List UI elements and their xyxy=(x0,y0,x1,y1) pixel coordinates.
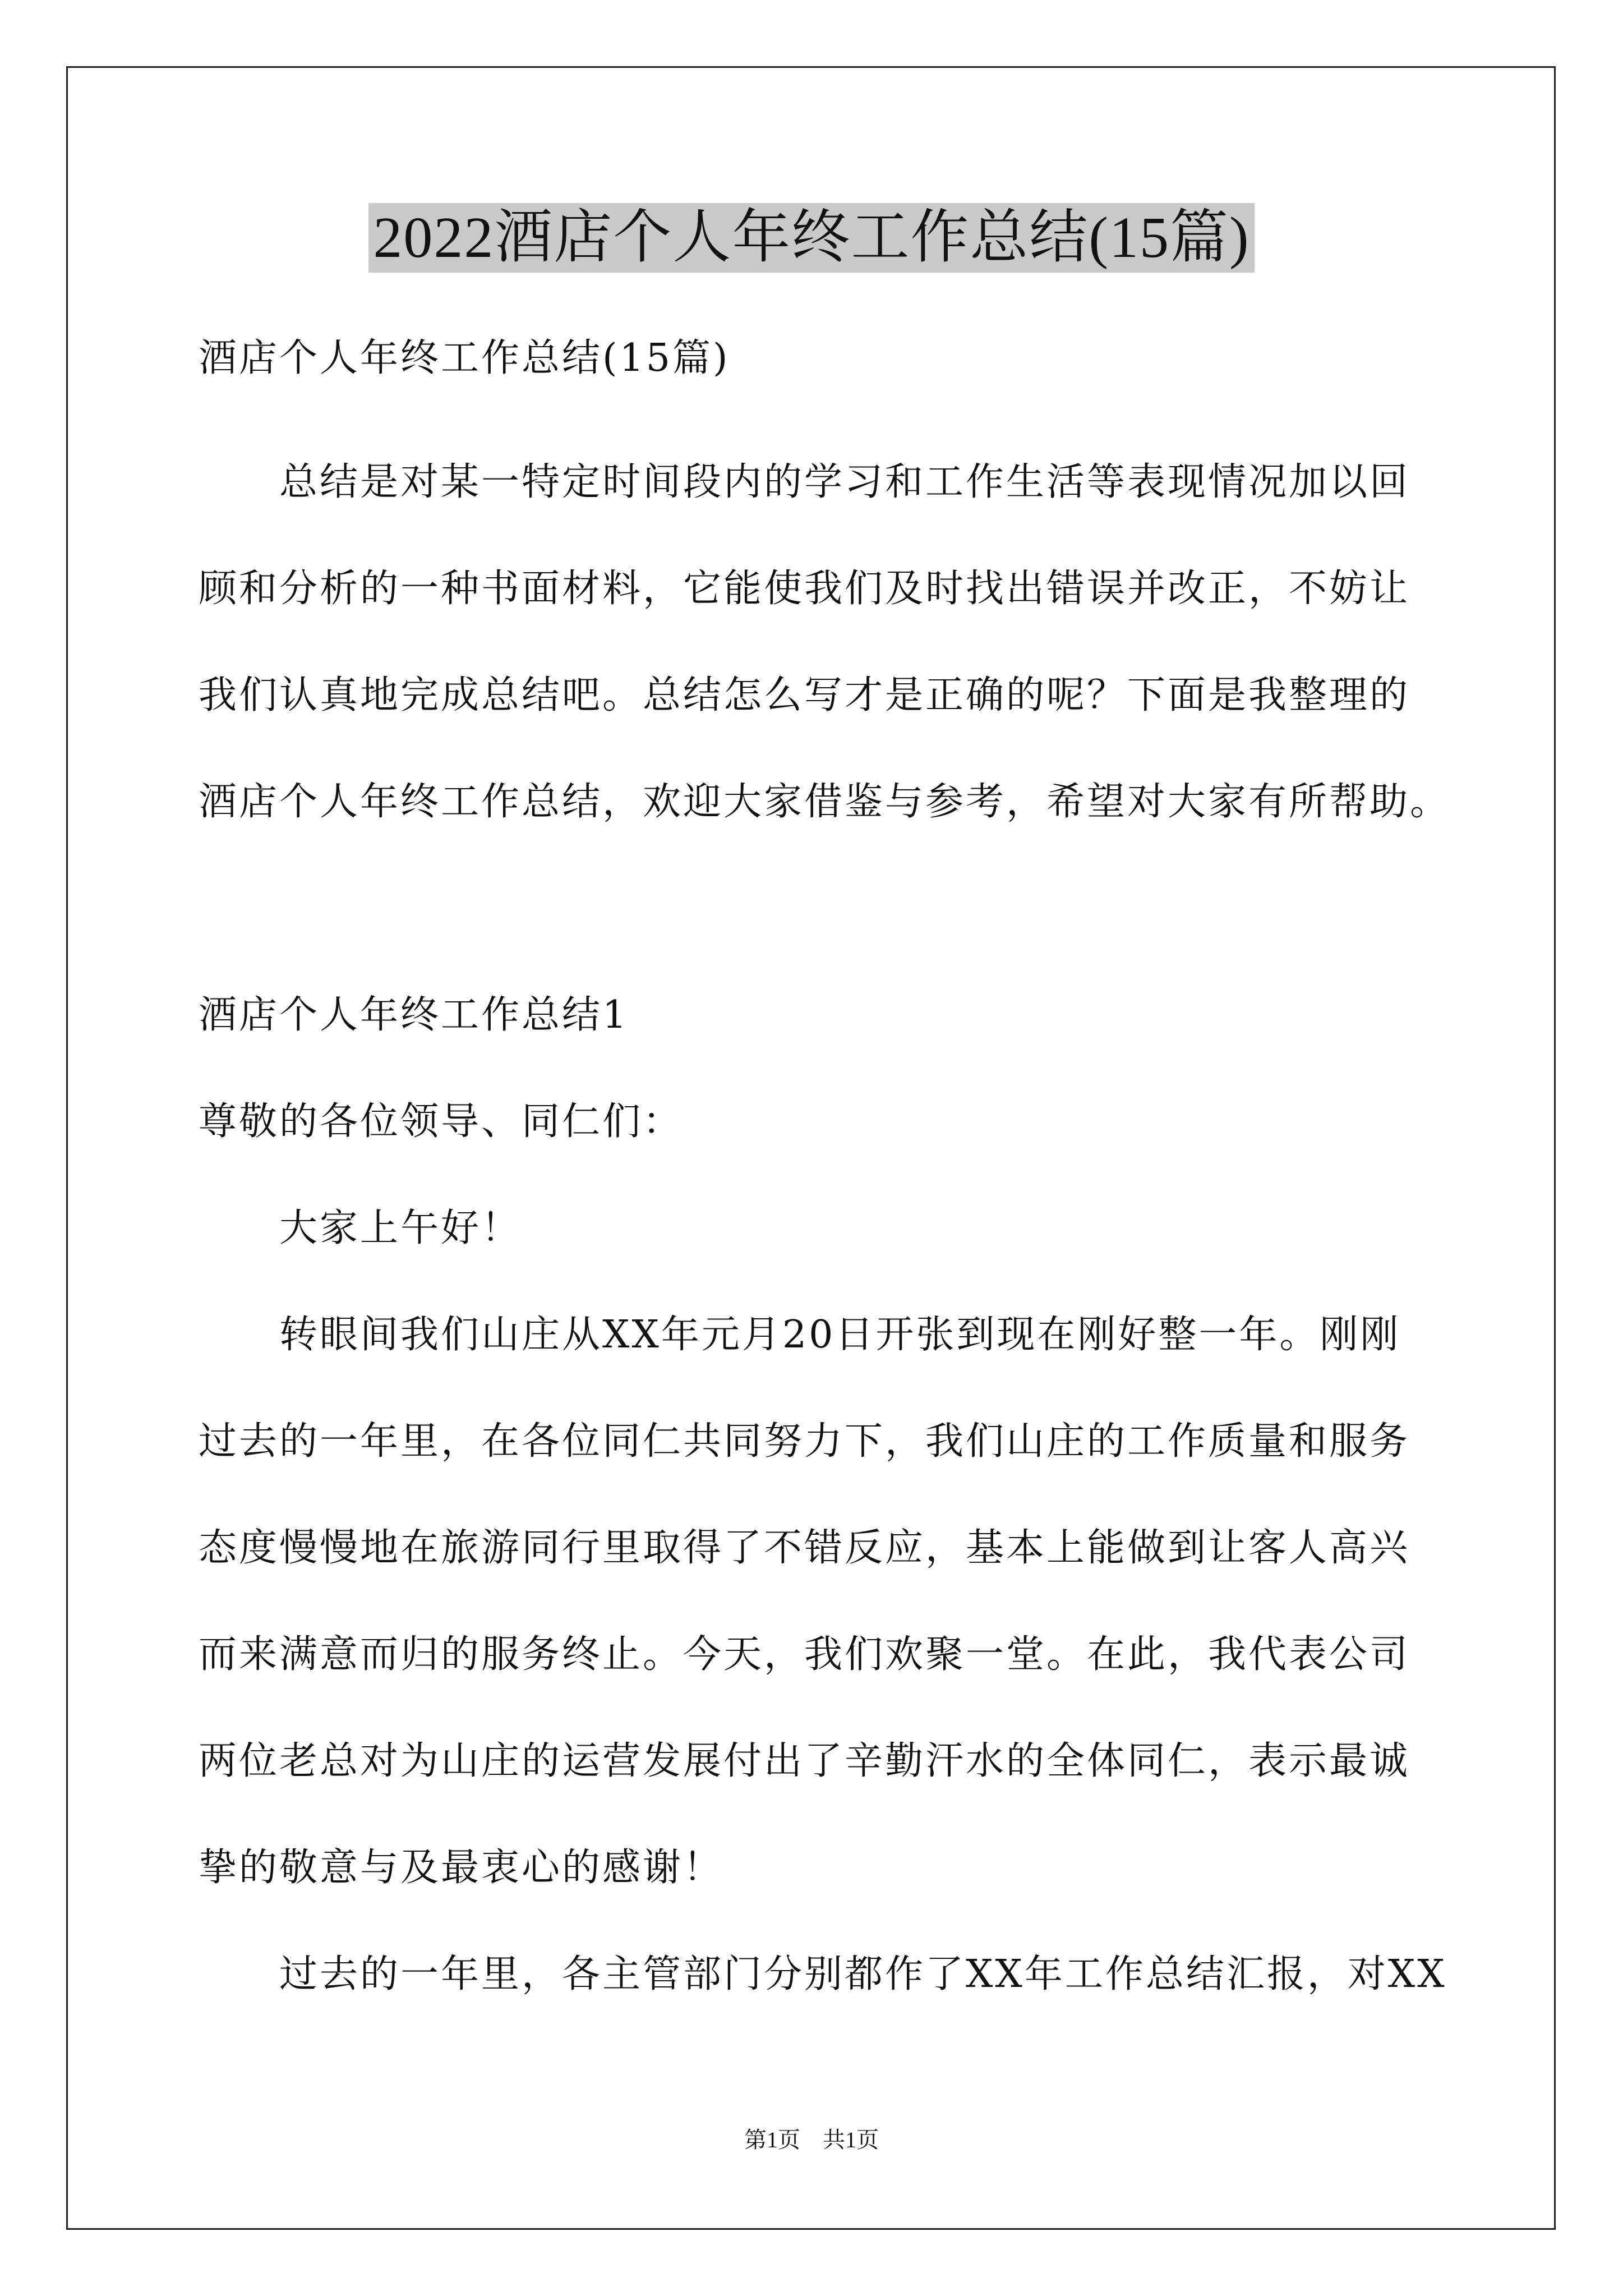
section-heading: 酒店个人年终工作总结1 xyxy=(199,993,629,1037)
paragraph-line: 转眼间我们山庄从XX年元月20日开张到现在刚好整一年。刚刚 xyxy=(199,1313,1401,1357)
page-number-footer: 第1页 共1页 xyxy=(744,2127,879,2152)
document-title: 2022酒店个人年终工作总结(15篇) xyxy=(368,203,1254,273)
paragraph-line: 挚的敬意与及最衷心的感谢！ xyxy=(199,1846,724,1890)
paragraph-line: 态度慢慢地在旅游同行里取得了不错反应，基本上能做到让客人高兴 xyxy=(199,1526,1410,1570)
paragraph-line: 我们认真地完成总结吧。总结怎么写才是正确的呢？下面是我整理的 xyxy=(199,673,1410,717)
title-container xyxy=(0,203,1623,273)
paragraph-line: 总结是对某一特定时间段内的学习和工作生活等表现情况加以回 xyxy=(199,460,1410,504)
paragraph-line: 两位老总对为山庄的运营发展付出了辛勤汗水的全体同仁，表示最诚 xyxy=(199,1739,1410,1783)
paragraph-line: 而来满意而归的服务终止。今天，我们欢聚一堂。在此，我代表公司 xyxy=(199,1632,1410,1677)
paragraph-line: 过去的一年里，各主管部门分别都作了XX年工作总结汇报，对XX xyxy=(199,1952,1447,1996)
paragraph-line: 过去的一年里，在各位同仁共同努力下，我们山庄的工作质量和服务 xyxy=(199,1419,1410,1464)
paragraph-line: 顾和分析的一种书面材料，它能使我们及时找出错误并改正，不妨让 xyxy=(199,567,1410,611)
salutation-line: 尊敬的各位领导、同仁们： xyxy=(199,1099,684,1144)
paragraph-line: 酒店个人年终工作总结，欢迎大家借鉴与参考，希望对大家有所帮助。 xyxy=(199,780,1451,824)
page-border xyxy=(66,66,1556,2230)
subtitle-line: 酒店个人年终工作总结(15篇) xyxy=(199,336,730,380)
greeting-line: 大家上午好！ xyxy=(199,1206,522,1250)
